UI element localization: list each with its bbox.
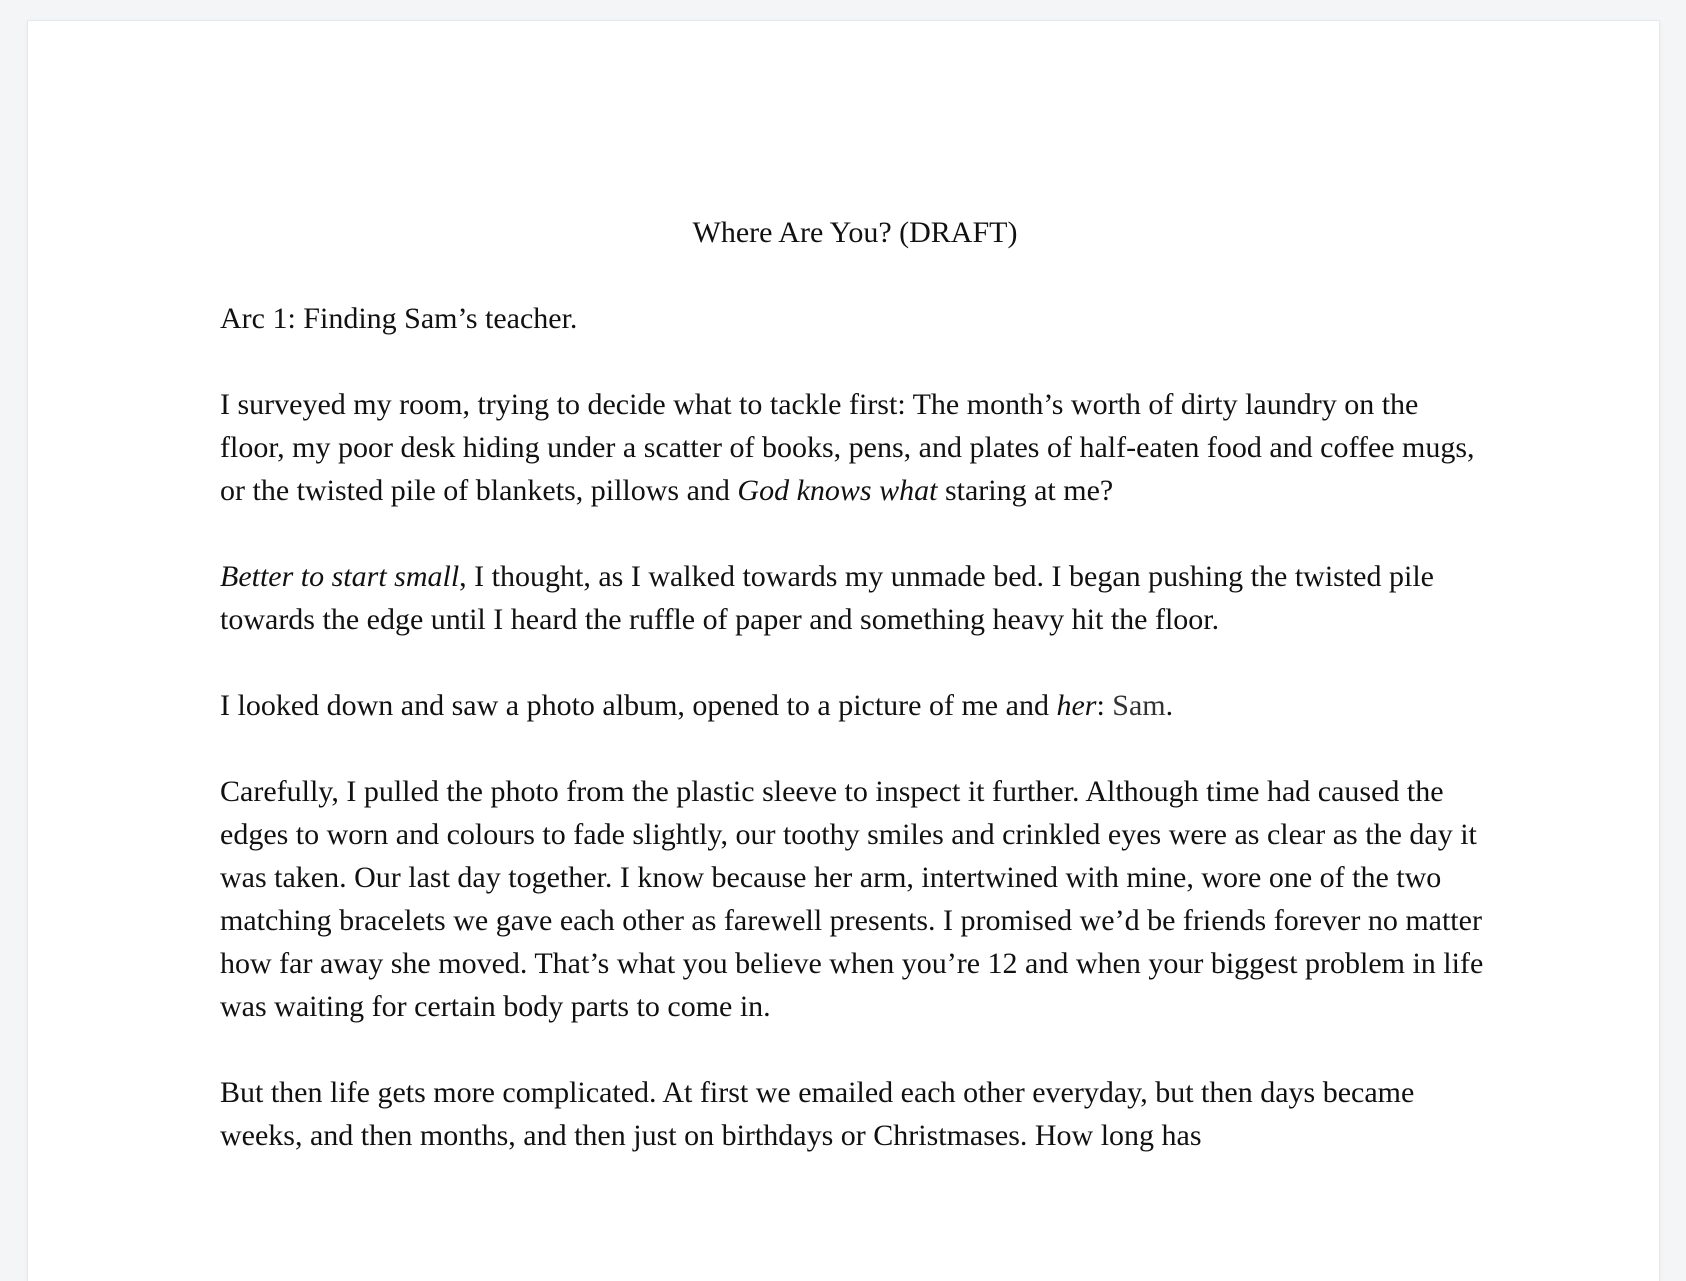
- paragraph-4: Carefully, I pulled the photo from the plastic sleeve to inspect it further. Although time had caused the edges to worn and colours to fade slightly, our toothy smiles and crinkled eyes were as clear as the day it was taken. Our last day together. I know because her arm, intertwined with mine, wore one of the two matching bracelets we gave each other as farewell presents. I promised we’d be friends forever no matter how far away she moved. That’s what you believe when you’re 12 and when your biggest problem in life was waiting for certain body parts to come in.: [220, 775, 1484, 1023]
- paragraph-1-text-b: staring at me?: [937, 474, 1114, 507]
- paragraph-2: [220, 555, 1490, 641]
- paragraph-5: But then life gets more complicated. At first we emailed each other everyday, but then days became weeks, and then months, and then just on birthdays or Christmases. How long has: [220, 1076, 1415, 1152]
- paragraph-3-end: .: [1165, 689, 1174, 722]
- document-title: Where Are You? (DRAFT): [692, 216, 1018, 249]
- paragraph-3-colon: :: [1096, 689, 1113, 722]
- paragraph-2-italic: Better to start small: [220, 560, 460, 593]
- character-name: Sam: [1112, 689, 1166, 722]
- paragraph-1-text-a: I surveyed my room, trying to decide what to tackle first: The month’s worth of dirty laundry on the floor, my poor desk hiding under a scatter of books, pens, and plates of half-eaten food and coffee mugs, or the twisted pile of blankets, pillows and: [220, 388, 1475, 507]
- paragraph-2-text: , I thought, as I walked towards my unmade bed. I began pushing the twisted pile towards the edge until I heard the ruffle of paper and something heavy hit the floor.: [220, 560, 1434, 636]
- arc-heading: Arc 1: Finding Sam’s teacher.: [220, 302, 578, 335]
- document-page: [28, 21, 1659, 1281]
- paragraph-1: [220, 383, 1490, 512]
- document-body[interactable]: [220, 211, 1490, 1200]
- paragraph-3-text-a: I looked down and saw a photo album, opened to a picture of me and: [220, 689, 1057, 722]
- paragraph-3: [220, 684, 1490, 727]
- paragraph-3-italic: her: [1056, 689, 1097, 722]
- paragraph-1-italic: God knows what: [737, 474, 938, 507]
